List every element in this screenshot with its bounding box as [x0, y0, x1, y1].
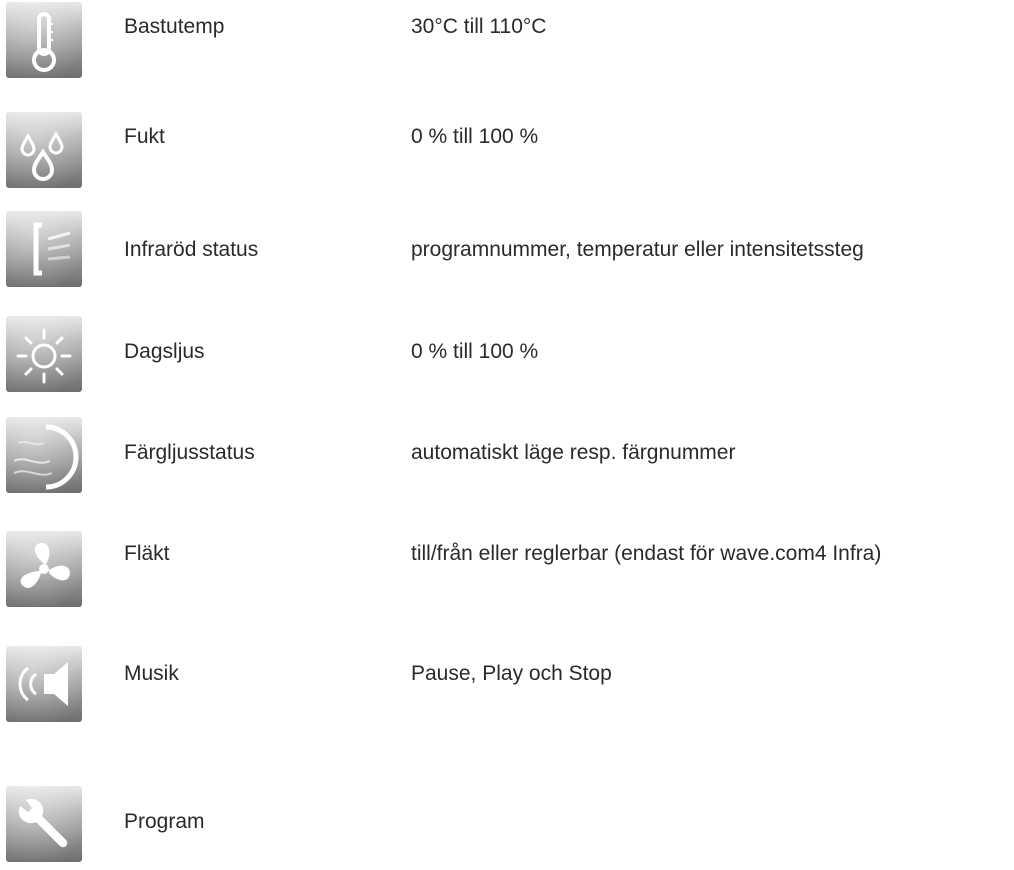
infrared-heater-icon	[6, 211, 82, 287]
label-program: Program	[124, 810, 205, 833]
wrench-icon	[6, 786, 82, 862]
row-bastutemp	[0, 0, 1014, 80]
label-infrarod: Infraröd status	[124, 238, 259, 261]
label-dagsljus: Dagsljus	[124, 340, 205, 363]
label-fargljus: Färgljusstatus	[124, 441, 255, 464]
humidity-drops-icon	[6, 112, 82, 188]
label-flakt: Fläkt	[124, 542, 170, 565]
label-fukt: Fukt	[124, 125, 165, 148]
desc-infrarod: programnummer, temperatur eller intensitetssteg	[411, 238, 864, 261]
desc-musik: Pause, Play och Stop	[411, 662, 612, 685]
desc-dagsljus: 0 % till 100 %	[411, 340, 539, 363]
row-dagsljus	[0, 316, 1014, 396]
daylight-sun-icon	[6, 316, 82, 392]
label-musik: Musik	[124, 662, 179, 685]
row-musik	[0, 646, 1014, 726]
desc-fukt: 0 % till 100 %	[411, 125, 539, 148]
row-fukt	[0, 109, 1014, 189]
thermometer-icon	[6, 2, 82, 78]
desc-flakt: till/från eller reglerbar (endast för wave.com4 Infra)	[411, 542, 882, 565]
speaker-music-icon	[6, 646, 82, 722]
row-fargljus	[0, 417, 1014, 497]
desc-bastutemp: 30°C till 110°C	[411, 15, 547, 38]
row-infrarod	[0, 209, 1014, 289]
fan-icon	[6, 531, 82, 607]
label-bastutemp: Bastutemp	[124, 15, 225, 38]
color-light-icon	[6, 417, 82, 493]
row-flakt	[0, 531, 1014, 611]
row-program	[0, 786, 1014, 866]
desc-fargljus: automatiskt läge resp. färgnummer	[411, 441, 736, 464]
